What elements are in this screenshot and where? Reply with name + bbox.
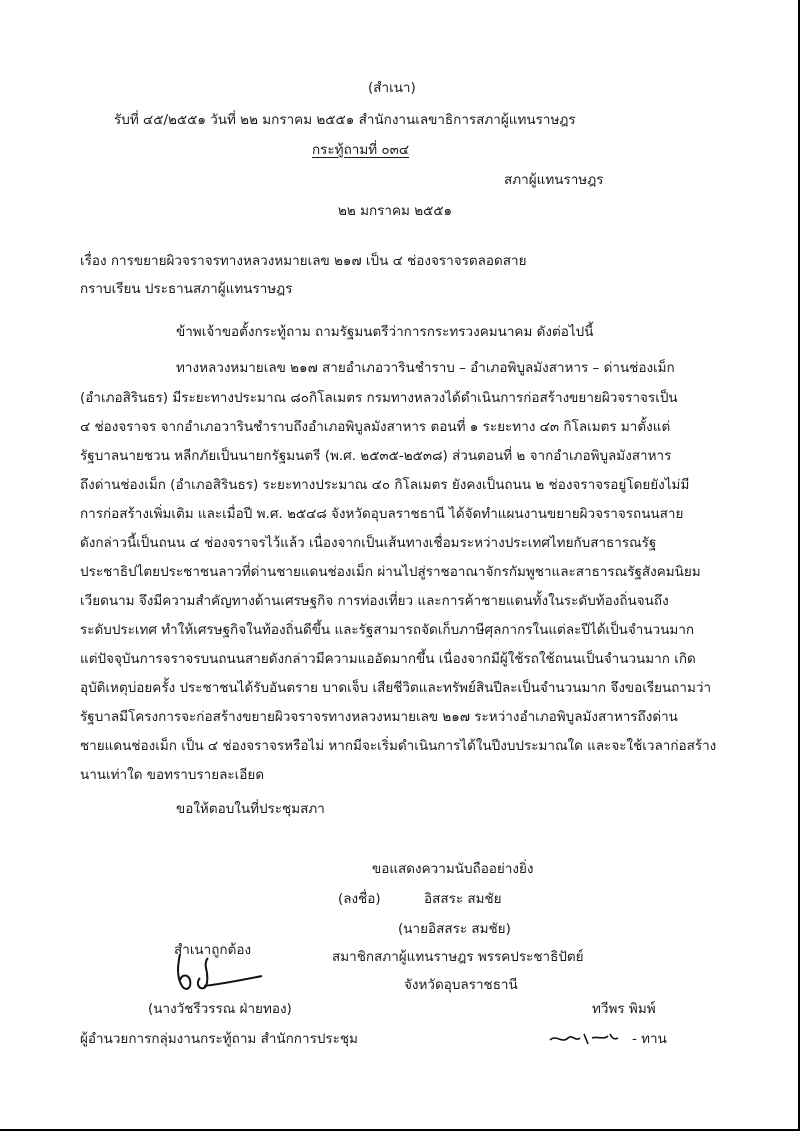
checked-suffix: - ทาน bbox=[632, 1031, 667, 1047]
body-line: เวียดนาม จึงมีความสำคัญทางด้านเศรษฐกิจ การท่องเที่ยว และการค้าชายแดนทั้งในระดับท้องถิ่นจนถึง bbox=[80, 593, 669, 609]
body-line: แต่ปัจจุบันการจราจรบนถนนสายดังกล่าวมีความแออัดมากขึ้น เนื่องจากมีผู้ใช้รถใช้ถนนเป็นจำนวนมาก เกิด bbox=[80, 651, 696, 667]
regards: ขอแสดงความนับถืออย่างยิ่ง bbox=[372, 861, 534, 877]
body-line: ๔ ช่องจราจร จากอำเภอวารินชำราบถึงอำเภอพิบูลมังสาหาร ตอนที่ ๑ ระยะทาง ๔๓ กิโลเมตร มาตั้งแต่ bbox=[80, 419, 671, 435]
body-line: ดังกล่าวนี้เป็นถนน ๔ ช่องจราจรไว้แล้ว เนื่องจากเป็นเส้นทางเชื่อมระหว่างประเทศไทยกับสาธารณรัฐ bbox=[80, 535, 657, 551]
body-line: รัฐบาลนายชวน หลีกภัยเป็นนายกรัฐมนตรี (พ.ศ. ๒๕๓๕-๒๕๓๘) ส่วนตอนที่ ๒ จากอำเภอพิบูลมังสาหาร bbox=[80, 448, 672, 464]
body-line: ประชาธิปไตยประชาชนลาวที่ด่านชายแดนช่องเม็ก ผ่านไปสู่ราชอาณาจักรกัมพูชาและสาธารณรัฐสังคมนิยม bbox=[80, 564, 701, 580]
body-intro: ข้าพเจ้าขอตั้งกระทู้ถาม ถามรัฐมนตรีว่าการกระทรวงคมนาคม ดังต่อไปนี้ bbox=[176, 324, 594, 340]
signed-name: อิสสระ สมชัย bbox=[424, 891, 502, 907]
copy-mark: (สำเนา) bbox=[368, 80, 416, 96]
certified-true-copy: สำเนาถูกต้อง bbox=[174, 942, 252, 958]
certifier-signature bbox=[162, 950, 272, 998]
certifier-name: (นางวัชรีวรรณ ฝ่ายทอง) bbox=[148, 1001, 292, 1017]
certifier-title: ผู้อำนวยการกลุ่มงานกระทู้ถาม สำนักการประชุม bbox=[80, 1031, 358, 1047]
document-date: ๒๒ มกราคม ๒๕๕๑ bbox=[338, 203, 453, 219]
subject-line: เรื่อง การขยายผิวจราจรทางหลวงหมายเลข ๒๑๗ เป็น ๔ ช่องจราจรตลอดสาย bbox=[80, 253, 527, 269]
body-line: นานเท่าใด ขอทราบรายละเอียด bbox=[80, 767, 265, 783]
body-line: (อำเภอสิรินธร) มีระยะทางประมาณ ๘๐กิโลเมตร กรมทางหลวงได้ดำเนินการก่อสร้างขยายผิวจราจรเป็น bbox=[80, 390, 678, 406]
signer-full-name: (นายอิสสระ สมชัย) bbox=[398, 921, 511, 937]
body-line: ระดับประเทศ ทำให้เศรษฐกิจในท้องถิ่นดีขึ้น และรัฐสามารถจัดเก็บภาษีศุลกากรในแต่ละปีได้เป็นจำนวนมาก bbox=[80, 622, 695, 638]
body-line: ถึงด่านช่องเม็ก (อำเภอสิรินธร) ระยะทางประมาณ ๔๐ กิโลเมตร ยังคงเป็นถนน ๒ ช่องจราจรอยู่โดยยังไม่มี bbox=[80, 477, 690, 493]
body-line: การก่อสร้างเพิ่มเติม และเมื่อปี พ.ศ. ๒๕๔๘ จังหวัดอุบลราชธานี ได้จัดทำแผนงานขยายผิวจราจรถนนสาย bbox=[80, 506, 684, 522]
question-number: กระทู้ถามที่ ๐๓๔ bbox=[312, 142, 410, 158]
signer-province: จังหวัดอุบลราชธานี bbox=[404, 977, 518, 993]
signed-label: (ลงชื่อ) bbox=[338, 891, 381, 907]
body-line: ชายแดนช่องเม็ก เป็น ๔ ช่องจราจรหรือไม่ หากมีจะเริ่มดำเนินการได้ในปีงบประมาณใด และจะใช้เวลาก่อสร้าง bbox=[80, 738, 717, 754]
checker-initials bbox=[548, 1028, 628, 1050]
body-line: อุบัติเหตุบ่อยครั้ง ประชาชนได้รับอันตราย บาดเจ็บ เสียชีวิตและทรัพย์สินปีละเป็นจำนวนมาก จึงขอเรียนถามว่า bbox=[80, 680, 712, 696]
salutation: กราบเรียน ประธานสภาผู้แทนราษฎร bbox=[80, 281, 293, 297]
typed-by: ทวีพร พิมพ์ bbox=[592, 1001, 656, 1017]
body-line: ทางหลวงหมายเลข ๒๑๗ สายอำเภอวารินชำราบ – อำเภอพิบูลมังสาหาร – ด่านช่องเม็ก bbox=[176, 360, 675, 376]
closing-request: ขอให้ตอบในที่ประชุมสภา bbox=[176, 801, 325, 817]
house-name: สภาผู้แทนราษฎร bbox=[504, 172, 604, 188]
body-line: รัฐบาลมีโครงการจะก่อสร้างขยายผิวจราจรทางหลวงหมายเลข ๒๑๗ ระหว่างอำเภอพิบูลมังสาหารถึงด่าน bbox=[80, 709, 678, 725]
receipt-line: รับที่ ๔๕/๒๕๕๑ วันที่ ๒๒ มกราคม ๒๕๕๑ สำนักงานเลขาธิการสภาผู้แทนราษฎร bbox=[114, 112, 576, 128]
signer-position: สมาชิกสภาผู้แทนราษฎร พรรคประชาธิปัตย์ bbox=[332, 949, 584, 965]
